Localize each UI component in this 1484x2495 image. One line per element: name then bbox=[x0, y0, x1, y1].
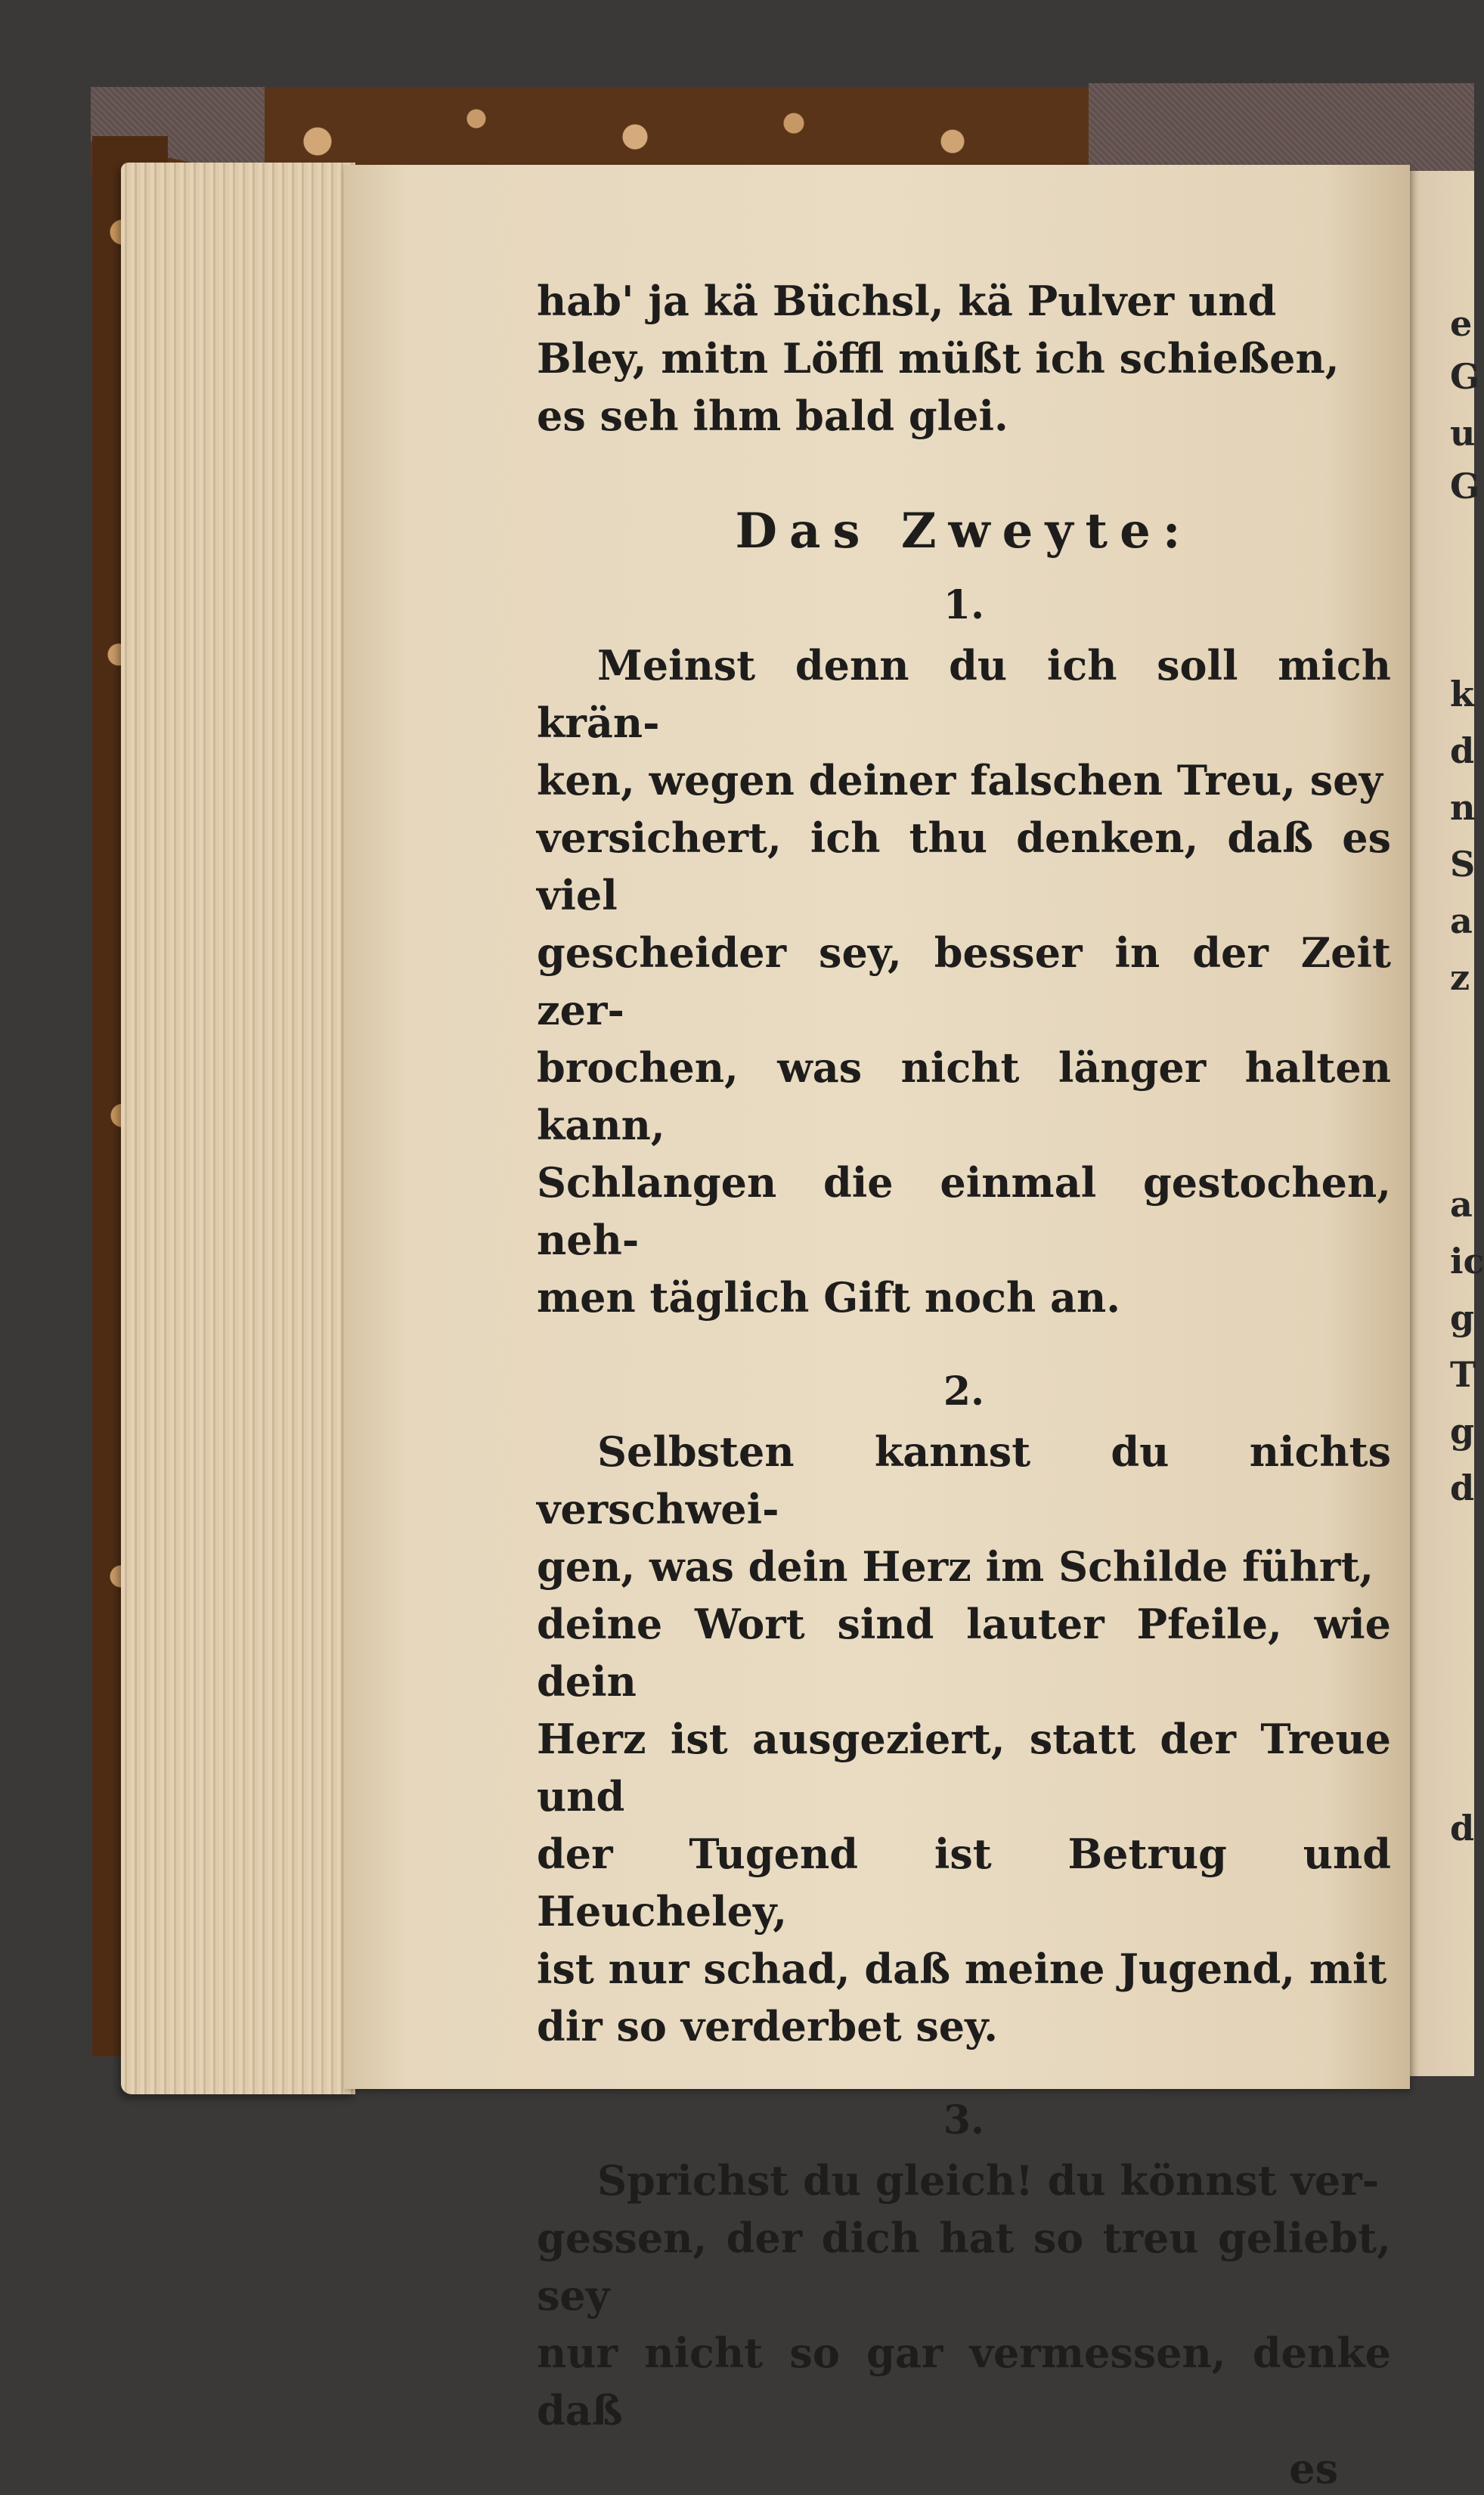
next-page-fragment: ic bbox=[1450, 1241, 1484, 1282]
text-line: Bley, mitn Löffl müßt ich schießen, bbox=[537, 334, 1340, 383]
next-page-fragment: u bbox=[1450, 413, 1476, 454]
next-page-fragment: g bbox=[1450, 1411, 1475, 1452]
next-page-fragment: k bbox=[1450, 674, 1474, 714]
next-page-fragment: S bbox=[1450, 844, 1476, 885]
text-line: gessen, der dich hat so treu geliebt, sey bbox=[537, 2214, 1391, 2320]
text-line: ken, wegen deiner falschen Treu, sey bbox=[537, 756, 1383, 804]
text-line: Sprichst du gleich! du könnst ver- bbox=[597, 2156, 1380, 2205]
stanza-number: 1. bbox=[943, 582, 985, 628]
catchword: es bbox=[1289, 2444, 1338, 2493]
text-line: ist nur schad, daß meine Jugend, mit bbox=[537, 1945, 1387, 1993]
text-line: gescheider sey, besser in der Zeit zer- bbox=[537, 928, 1391, 1034]
page-text bbox=[537, 272, 1391, 2495]
page-edges-stack bbox=[121, 163, 355, 2094]
section-title: Das Zweyte: bbox=[735, 503, 1193, 559]
text-line: brochen, was nicht länger halten kann, bbox=[537, 1043, 1391, 1149]
text-line: nur nicht so gar vermessen, denke daß bbox=[537, 2329, 1391, 2435]
next-page-fragment: g bbox=[1450, 1297, 1475, 1338]
text-line: Meinst denn du ich soll mich krän- bbox=[537, 641, 1391, 747]
text-line: gen, was dein Herz im Schilde führt, bbox=[537, 1542, 1374, 1591]
text-line: Schlangen die einmal gestochen, neh- bbox=[537, 1158, 1391, 1264]
text-line: deine Wort sind lauter Pfeile, wie dein bbox=[537, 1600, 1391, 1706]
next-page-fragment: a bbox=[1450, 900, 1473, 941]
cloth-spine-corner bbox=[1089, 83, 1474, 174]
stanza-number: 2. bbox=[943, 1368, 985, 1415]
next-page-edge bbox=[1406, 171, 1484, 2076]
text-line: hab' ja kä Büchsl, kä Pulver und bbox=[537, 277, 1277, 325]
next-page-fragment: n bbox=[1450, 787, 1476, 828]
text-line: men täglich Gift noch an. bbox=[537, 1273, 1121, 1322]
stanza-number: 3. bbox=[943, 2097, 985, 2143]
text-line: Selbsten kannst du nichts verschwei- bbox=[537, 1427, 1391, 1533]
text-line: versichert, ich thu denken, daß es viel bbox=[537, 814, 1391, 919]
next-page-fragment: a bbox=[1450, 1184, 1473, 1225]
next-page-fragment: d bbox=[1450, 1808, 1475, 1849]
text-line: Herz ist ausgeziert, statt der Treue und bbox=[537, 1715, 1391, 1821]
next-page-fragment: d bbox=[1450, 730, 1475, 771]
next-page-fragment: d bbox=[1450, 1468, 1475, 1508]
next-page-fragment: e bbox=[1450, 303, 1473, 344]
text-line: der Tugend ist Betrug und Heucheley, bbox=[537, 1830, 1391, 1936]
next-page-fragment: G bbox=[1450, 356, 1480, 397]
next-page-fragment: T bbox=[1450, 1354, 1476, 1395]
text-line: es seh ihm bald glei. bbox=[537, 392, 1008, 440]
text-line: dir so verderbet sey. bbox=[537, 2002, 999, 2050]
next-page-fragment: G bbox=[1450, 466, 1480, 507]
next-page-fragment: z bbox=[1450, 957, 1470, 998]
